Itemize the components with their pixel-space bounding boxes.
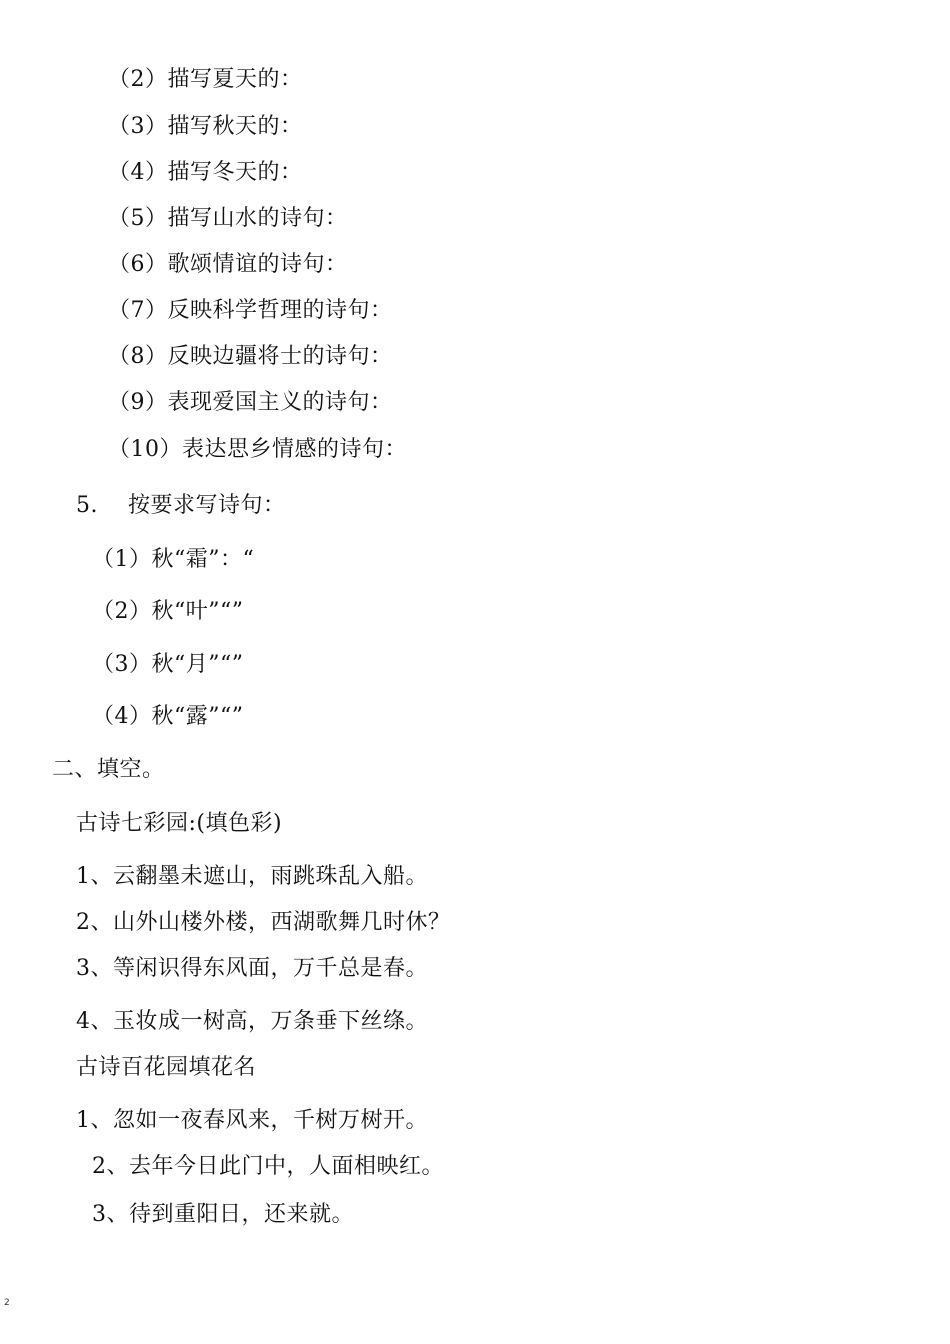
flower-item-3: 3、待到重阳日，还来就。 [92, 1202, 354, 1227]
color-item-3: 3、等闲识得东风面，万千总是春。 [76, 956, 428, 981]
question-5-heading: 5. 按要求写诗句： [76, 493, 286, 518]
section-2-heading: 二、填空。 [52, 757, 165, 782]
item-moon: （3）秋“月”“” [92, 652, 244, 677]
item-frost: （1）秋“霜”：“ [92, 547, 255, 572]
color-item-1: 1、云翻墨未遮山，雨跳珠乱入船。 [76, 864, 428, 889]
page-number: 2 [4, 1298, 10, 1308]
item-winter: （4）描写冬天的： [108, 160, 303, 185]
flower-garden-heading: 古诗百花园填花名 [76, 1055, 257, 1080]
item-autumn: （3）描写秋天的： [108, 114, 303, 139]
item-dew: （4）秋“露”“” [92, 704, 244, 729]
item-patriotism: （9）表现爱国主义的诗句： [108, 390, 393, 415]
item-philosophy: （7）反映科学哲理的诗句： [108, 298, 393, 323]
color-garden-heading: 古诗七彩园:(填色彩) [76, 811, 283, 836]
flower-item-2: 2、去年今日此门中，人面相映红。 [92, 1154, 444, 1179]
color-item-4: 4、玉妆成一树高，万条垂下丝绦。 [76, 1009, 428, 1034]
item-homesick: （10）表达思乡情感的诗句： [108, 437, 407, 462]
item-leaf: （2）秋“叶”“” [92, 599, 244, 624]
flower-item-1: 1、忽如一夜春风来，千树万树开。 [76, 1108, 428, 1133]
item-frontier: （8）反映边疆将士的诗句： [108, 344, 393, 369]
item-summer: （2）描写夏天的： [108, 67, 303, 92]
item-friendship: （6）歌颂情谊的诗句： [108, 252, 348, 277]
item-landscape: （5）描写山水的诗句： [108, 206, 348, 231]
color-item-2: 2、山外山楼外楼，西湖歌舞几时休？ [76, 910, 451, 935]
